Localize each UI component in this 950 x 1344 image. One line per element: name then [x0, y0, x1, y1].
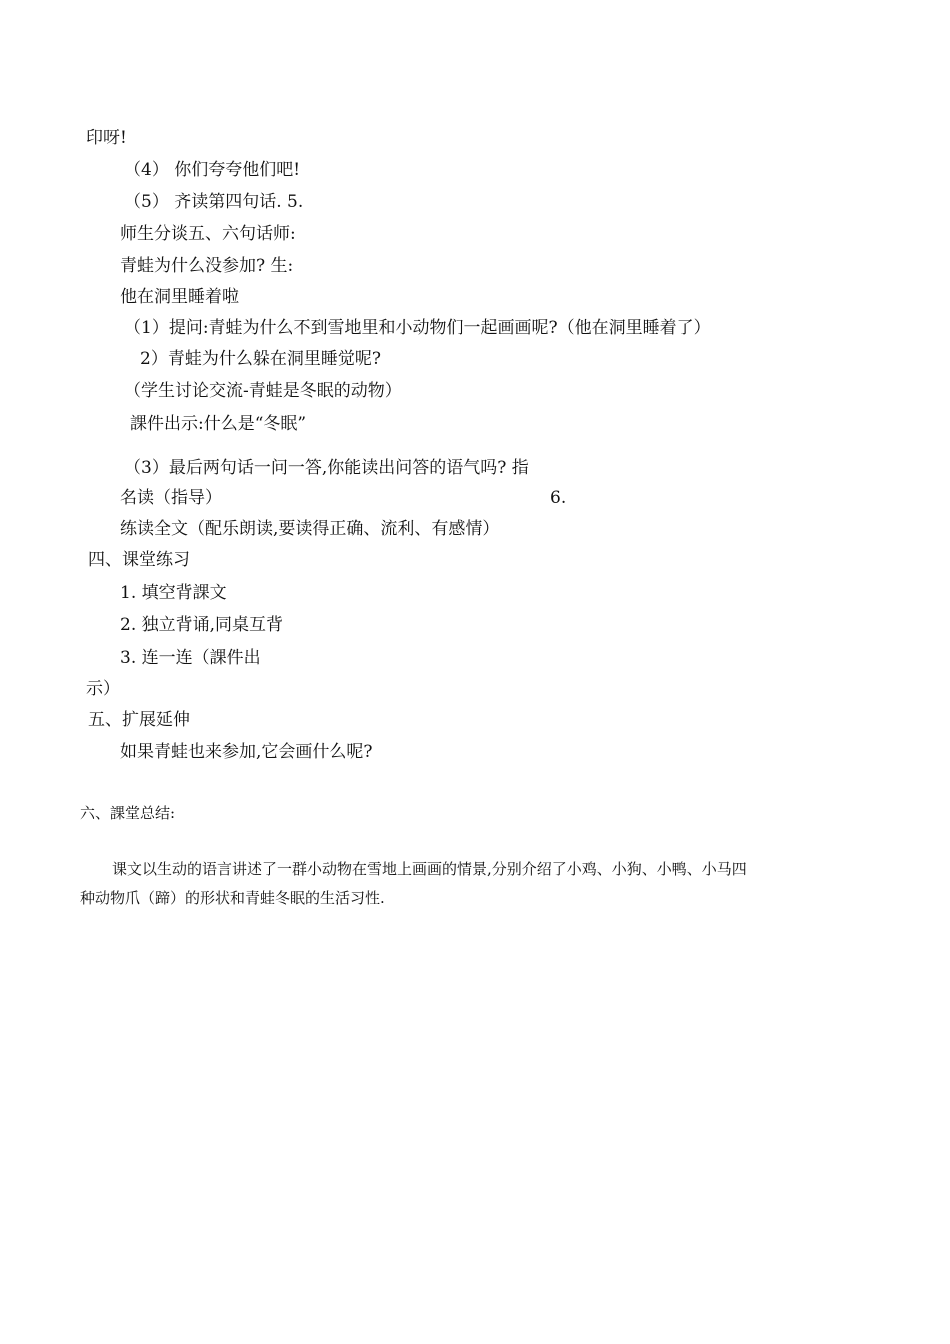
- text-line: （学生讨论交流-青蛙是冬眠的动物）: [124, 381, 402, 401]
- section-heading: 四、课堂练习: [88, 550, 190, 570]
- list-item: 2. 独立背诵,同桌互背: [120, 615, 284, 635]
- text-line: 名读（指导）: [120, 488, 222, 508]
- text-line: （3）最后两句话一问一答,你能读出问答的语气吗? 指: [124, 458, 529, 478]
- text-line: 他在洞里睡着啦: [120, 287, 239, 307]
- text-line: 課件出示:什么是“冬眠”: [130, 414, 307, 434]
- text-line: 印呀!: [86, 128, 127, 148]
- text-line: 如果青蛙也来参加,它会画什么呢?: [120, 742, 373, 762]
- section-heading: 五、扩展延伸: [88, 710, 190, 730]
- text-line: （5） 齐读第四句话. 5.: [124, 192, 304, 212]
- text-line: 6.: [550, 488, 567, 508]
- text-line: 示）: [86, 679, 120, 699]
- text-line: 青蛙为什么没参加? 生:: [120, 256, 294, 276]
- text-line: （1）提问:青蛙为什么不到雪地里和小动物们一起画画呢?（他在洞里睡着了）: [124, 318, 711, 338]
- list-item: 3. 连一连（課件出: [120, 648, 261, 668]
- summary-paragraph-line: 种动物爪（蹄）的形状和青蛙冬眠的生活习性.: [80, 889, 385, 907]
- summary-paragraph-line: 课文以生动的语言讲述了一群小动物在雪地上画画的情景,分别介绍了小鸡、小狗、小鸭、小马四: [112, 860, 747, 878]
- text-line: 练读全文（配乐朗读,要读得正确、流利、有感情）: [120, 519, 500, 539]
- section-heading: 六、課堂总结:: [80, 804, 176, 822]
- text-line: 师生分谈五、六句话师:: [120, 224, 296, 244]
- text-line: 2）青蛙为什么躲在洞里睡觉呢?: [140, 349, 381, 369]
- list-item: 1. 填空背課文: [120, 583, 227, 603]
- text-line: （4） 你们夸夸他们吧!: [124, 160, 301, 180]
